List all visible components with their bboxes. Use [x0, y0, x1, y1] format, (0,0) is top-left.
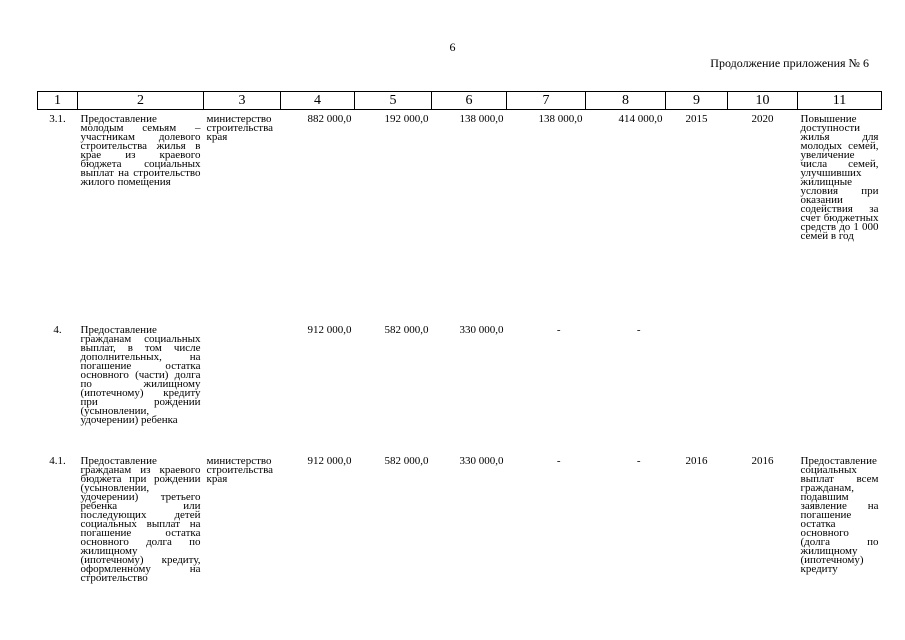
col-header: 5 [355, 92, 432, 110]
expected-result: Повышение доступности жилья для молодых семей, увеличение числа семей, улучшивших жилищные условия при оказании содействия за счет бюджетных средств до 1 000 семей в год [800, 113, 879, 242]
measure-description: Предоставление молодым семьям – участникам долевого строительства жилья в крае из краевого бюджета социальных выплат на строительство жилого помещения [80, 113, 201, 188]
table-row [38, 452, 882, 612]
amount-col6: 138 000,0 [459, 113, 504, 125]
amount-col5: 582 000,0 [384, 323, 429, 336]
col-header: 8 [586, 92, 666, 110]
end-year: 2020 [751, 113, 774, 125]
measure-description: Предоставление гражданам социальных выплат, в том числе дополнительных, на погашение остатка основного (части) долга по жилищному (ипотечному) кредиту при рождении (усыновлении, удочерении) ребенка [80, 323, 201, 426]
row-number: 4.1. [49, 454, 66, 467]
executor: министерство строительства края [206, 454, 274, 485]
program-table [37, 91, 882, 612]
amount-col8: - [636, 323, 641, 336]
header-row [38, 92, 882, 110]
amount-col8: - [636, 454, 641, 467]
start-year: 2016 [685, 454, 708, 467]
col-header: 7 [507, 92, 586, 110]
table-row [38, 321, 882, 452]
amount-col7: - [556, 454, 561, 467]
row-number: 3.1. [49, 113, 66, 125]
col-header: 10 [728, 92, 798, 110]
page-number: 6 [449, 40, 456, 54]
start-year [666, 321, 728, 452]
executor: министерство строительства края [206, 113, 274, 143]
col-header: 4 [281, 92, 355, 110]
col-header: 1 [38, 92, 78, 110]
amount-total: 912 000,0 [307, 323, 352, 336]
measure-description: Предоставление гражданам из краевого бюджета при рождении (усыновлении, удочерении) третьего ребенка или последующих детей социальных выплат на погашение остатка основного долга по жилищному (ипотечному) кредиту, оформленному на строительство [80, 454, 201, 584]
end-year [728, 321, 798, 452]
expected-result [798, 321, 882, 452]
col-header: 3 [204, 92, 281, 110]
col-header: 2 [78, 92, 204, 110]
table-row [38, 110, 882, 321]
col-header: 11 [798, 92, 882, 110]
amount-total: 882 000,0 [307, 113, 352, 125]
end-year: 2016 [751, 454, 774, 467]
expected-result: Предоставление социальных выплат всем гражданам, подавшим заявление на погашение остатка основного (долга по жилищному (ипотечному) кредиту [800, 454, 879, 575]
amount-total: 912 000,0 [307, 454, 352, 467]
amount-col5: 192 000,0 [384, 113, 429, 125]
col-header: 6 [432, 92, 507, 110]
amount-col6: 330 000,0 [459, 323, 504, 336]
amount-col7: 138 000,0 [538, 113, 583, 125]
executor [204, 321, 281, 452]
amount-col7: - [556, 323, 561, 336]
amount-col8: 414 000,0 [618, 113, 663, 125]
continuation-title: Продолжение приложения № 6 [710, 56, 869, 70]
row-number: 4. [53, 323, 62, 336]
col-header: 9 [666, 92, 728, 110]
start-year: 2015 [685, 113, 708, 125]
amount-col6: 330 000,0 [459, 454, 504, 467]
amount-col5: 582 000,0 [384, 454, 429, 467]
